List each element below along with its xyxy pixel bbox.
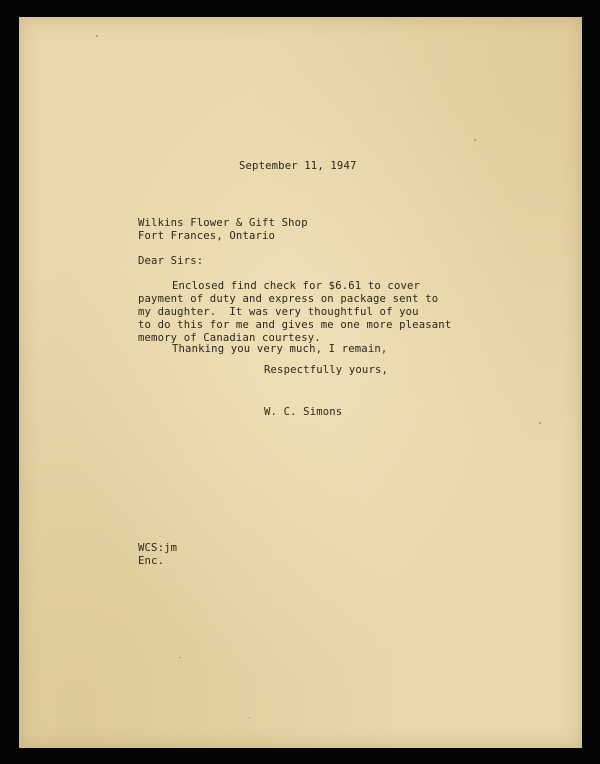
body-line: payment of duty and express on package sent to	[138, 293, 439, 305]
body-line: Enclosed find check for $6.61 to cover	[172, 280, 421, 292]
signature-name: W. C. Simons	[264, 406, 343, 418]
paper-speck	[96, 35, 98, 37]
paper-speck	[474, 139, 476, 141]
paper-speck	[539, 422, 541, 424]
body-line: memory of Canadian courtesy.	[138, 332, 321, 344]
letter-page	[19, 17, 582, 748]
salutation: Dear Sirs:	[138, 255, 204, 267]
paper-speck	[249, 717, 250, 719]
body-line: my daughter. It was very thoughtful of you	[138, 306, 419, 318]
recipient-name: Wilkins Flower & Gift Shop	[138, 217, 308, 229]
letter-date: September 11, 1947	[239, 160, 357, 172]
complimentary-close: Respectfully yours,	[264, 364, 389, 376]
paper-speck	[179, 657, 181, 658]
reference-initials: WCS:jm	[138, 542, 178, 554]
enclosure-notation: Enc.	[138, 555, 165, 567]
recipient-address: Fort Frances, Ontario	[138, 230, 276, 242]
closing-line: Thanking you very much, I remain,	[172, 343, 388, 355]
body-line: to do this for me and gives me one more pleasant	[138, 319, 452, 331]
